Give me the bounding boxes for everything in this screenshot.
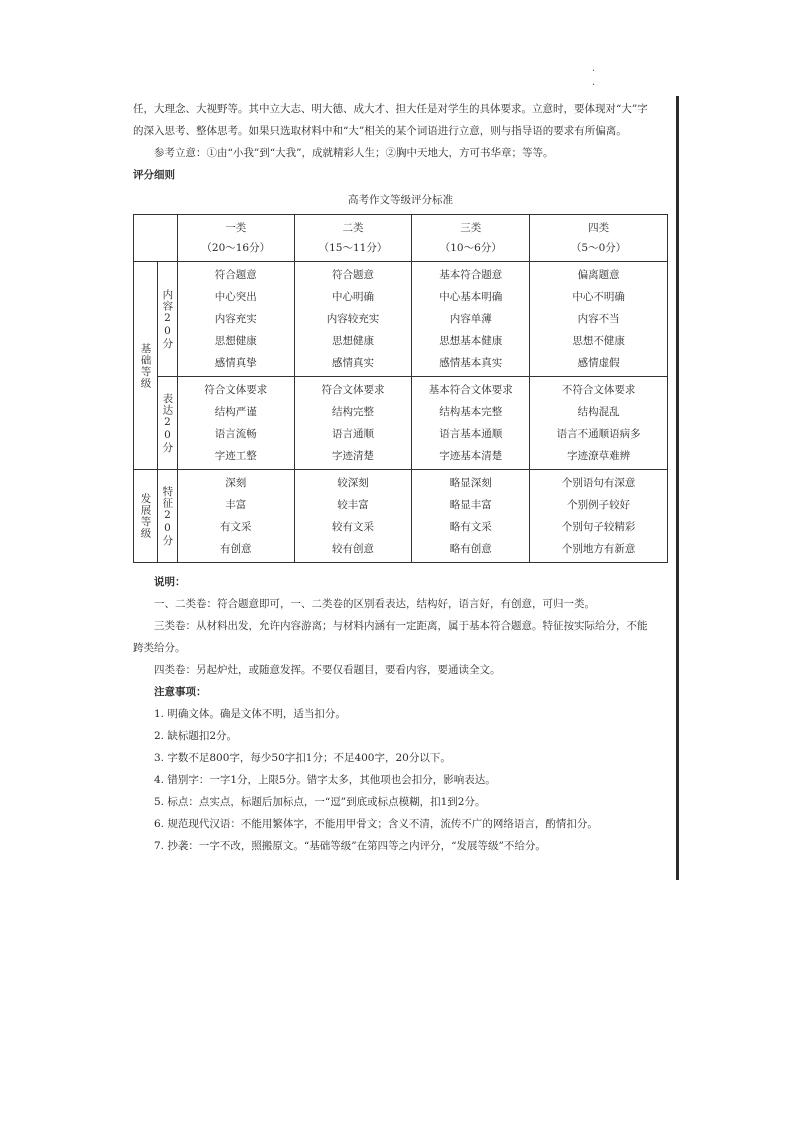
page-edge-line xyxy=(676,96,679,880)
criterion: 内容充实 xyxy=(214,313,257,325)
intro-line: 任，大理念、大视野等。其中立大志、明大德、成大才、担大任是对学生的具体要求。立意时，要体现对“大”字 xyxy=(133,103,648,115)
header-range: （20～16分） xyxy=(201,242,271,254)
criterion: 深刻 xyxy=(225,477,247,489)
criterion: 结构严谨 xyxy=(214,406,257,418)
group-label-basic: 基础等级 xyxy=(134,262,158,470)
criterion: 思想健康 xyxy=(214,335,257,347)
criterion: 符合文体要求 xyxy=(321,384,385,396)
table-cell xyxy=(177,470,294,563)
table-cell xyxy=(530,377,668,470)
criterion: 中心突出 xyxy=(214,291,257,303)
row-label-features: 特征20分 xyxy=(157,470,177,563)
criterion: 结构基本完整 xyxy=(439,406,503,418)
corner-mark: . xyxy=(592,77,596,88)
table-row-expression xyxy=(134,377,668,470)
criterion: 略有文采 xyxy=(449,521,492,533)
header-name: 二类 xyxy=(342,222,364,234)
criterion: 字迹工整 xyxy=(214,450,257,462)
group-label-development: 发展等级 xyxy=(134,470,158,563)
header-class-3 xyxy=(412,215,530,262)
criterion: 感情基本真实 xyxy=(439,357,503,369)
criterion: 思想基本健康 xyxy=(439,335,503,347)
explanation-line: 跨类给分。 xyxy=(133,642,186,654)
criterion: 语言通顺 xyxy=(331,428,374,440)
criterion: 个别地方有新意 xyxy=(561,543,636,555)
table-cell xyxy=(530,262,668,377)
table-row-content xyxy=(134,262,668,377)
criterion: 不符合文体要求 xyxy=(561,384,636,396)
note-item: 6. 规范现代汉语：不能用繁体字，不能用甲骨文；含义不清，流传不广的网络语言，酌情扣分。 xyxy=(154,818,598,830)
criterion: 结构混乱 xyxy=(577,406,620,418)
criterion: 内容较充实 xyxy=(326,313,380,325)
criterion: 内容单薄 xyxy=(449,313,492,325)
criterion: 中心明确 xyxy=(331,291,374,303)
table-cell xyxy=(177,262,294,377)
note-item: 1. 明确文体。确是文体不明，适当扣分。 xyxy=(154,708,346,720)
criterion: 个别句子较精彩 xyxy=(561,521,636,533)
criterion: 符合题意 xyxy=(331,269,374,281)
section-title: 评分细则 xyxy=(133,169,175,181)
table-cell xyxy=(177,377,294,470)
criterion: 内容不当 xyxy=(577,313,620,325)
table-row-features xyxy=(134,470,668,563)
note-item: 7. 抄袭：一字不改，照搬原文。“基础等级”在第四等之内评分，“发展等级”不给分。 xyxy=(154,840,546,852)
note-item: 3. 字数不足800字，每少50字扣1分；不足400字，20分以下。 xyxy=(154,752,451,764)
criterion: 个别例子较好 xyxy=(567,499,631,511)
criterion: 感情真实 xyxy=(331,357,374,369)
criterion: 个别语句有深意 xyxy=(561,477,636,489)
criterion: 中心不明确 xyxy=(572,291,625,303)
explanation-title: 说明： xyxy=(154,576,186,588)
criterion: 略显丰富 xyxy=(449,499,492,511)
explanation-line: 三类卷：从材料出发，允许内容游离；与材料内涵有一定距离，属于基本符合题意。特征按实际给分，不能 xyxy=(154,620,648,632)
explanation-line: 一、二类卷：符合题意即可，一、二类卷的区别看表达，结构好，语言好，有创意，可归一类。 xyxy=(154,598,595,610)
corner-mark: . xyxy=(592,63,596,74)
table-cell xyxy=(530,470,668,563)
note-item: 2. 缺标题扣2分。 xyxy=(154,730,238,742)
table-cell xyxy=(412,377,530,470)
criterion: 字迹潦草难辨 xyxy=(567,450,631,462)
criterion: 有文采 xyxy=(220,521,252,533)
corner-marks xyxy=(592,62,595,90)
note-item: 4. 错别字：一字1分，上限5分。错字太多，其他项也会扣分，影响表达。 xyxy=(154,774,496,786)
header-name: 一类 xyxy=(225,222,247,234)
explanation-line: 四类卷：另起炉灶，或随意发挥。不要仅看题目，要看内容，要通读全文。 xyxy=(154,664,501,676)
criterion: 思想不健康 xyxy=(572,335,625,347)
criterion: 符合题意 xyxy=(214,269,257,281)
criterion: 有创意 xyxy=(220,543,252,555)
row-label-content: 内容20分 xyxy=(157,262,177,377)
criterion: 感情真挚 xyxy=(214,357,257,369)
row-label-expression: 表达20分 xyxy=(157,377,177,470)
criterion: 较深刻 xyxy=(337,477,369,489)
grading-table xyxy=(133,214,668,563)
table-cell xyxy=(294,377,412,470)
criterion: 略有创意 xyxy=(449,543,492,555)
criterion: 基本符合文体要求 xyxy=(428,384,513,396)
table-cell xyxy=(412,470,530,563)
header-range: （10～6分） xyxy=(439,242,502,254)
criterion: 字迹清楚 xyxy=(331,450,374,462)
reference-ideas: 参考立意：①由“小我”到“大我”，成就精彩人生；②胸中天地大，方可书华章；等等。 xyxy=(154,147,554,159)
criterion: 语言基本通顺 xyxy=(439,428,503,440)
criterion: 感情虚假 xyxy=(577,357,620,369)
header-class-4 xyxy=(530,215,668,262)
criterion: 较有文采 xyxy=(331,521,374,533)
criterion: 语言流畅 xyxy=(214,428,257,440)
criterion: 结构完整 xyxy=(331,406,374,418)
header-range: （5～0分） xyxy=(570,242,627,254)
criterion: 较有创意 xyxy=(331,543,374,555)
table-corner-cell xyxy=(134,215,178,262)
explanation-section xyxy=(133,571,668,857)
notes-title: 注意事项： xyxy=(154,686,207,698)
intro-line: 的深入思考、整体思考。如果只选取材料中和“大”相关的某个词语进行立意，则与指导语的要求有所偏离。 xyxy=(133,125,627,137)
document-body xyxy=(133,98,668,857)
table-title: 高考作文等级评分标准 xyxy=(348,194,453,206)
header-class-2 xyxy=(294,215,412,262)
criterion: 字迹基本清楚 xyxy=(439,450,503,462)
table-cell xyxy=(412,262,530,377)
note-item: 5. 标点：点实点，标题后加标点，一“逗”到底或标点模糊，扣1到2分。 xyxy=(154,796,486,808)
criterion: 丰富 xyxy=(225,499,247,511)
criterion: 略显深刻 xyxy=(449,477,492,489)
criterion: 较丰富 xyxy=(337,499,369,511)
header-range: （15～11分） xyxy=(318,242,388,254)
criterion: 符合文体要求 xyxy=(204,384,268,396)
criterion: 语言不通顺语病多 xyxy=(556,428,641,440)
table-cell xyxy=(294,262,412,377)
table-header-row xyxy=(134,215,668,262)
header-class-1 xyxy=(177,215,294,262)
header-name: 三类 xyxy=(460,222,482,234)
criterion: 偏离题意 xyxy=(577,269,620,281)
criterion: 基本符合题意 xyxy=(439,269,503,281)
header-name: 四类 xyxy=(588,222,610,234)
table-cell xyxy=(294,470,412,563)
criterion: 思想健康 xyxy=(331,335,374,347)
criterion: 中心基本明确 xyxy=(439,291,503,303)
